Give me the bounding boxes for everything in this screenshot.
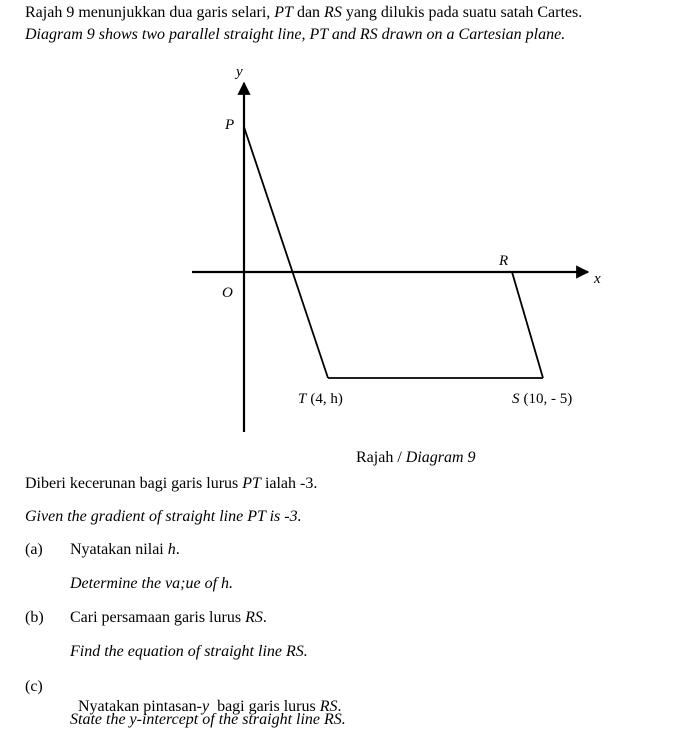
- point-p-label: P: [225, 117, 235, 133]
- intro-malay-text-1: Rajah 9 menunjukkan dua garis selari,: [25, 4, 275, 21]
- line-rs: [512, 272, 543, 378]
- given-malay-text-2: ialah -3.: [260, 475, 318, 492]
- given-malay: [25, 474, 317, 494]
- point-r-label: R: [499, 253, 509, 269]
- question-c-label: [25, 677, 43, 697]
- question-a-malay-text-2: .: [175, 541, 180, 558]
- question-c-malay-text-1: Nyatakan pintasan-: [78, 698, 202, 715]
- question-a-label: [25, 540, 43, 560]
- intro-malay-pt: PT: [274, 4, 293, 21]
- question-a-malay: [70, 540, 180, 560]
- question-c-malay-rs: RS: [319, 698, 338, 715]
- question-b-malay-rs: RS: [245, 609, 263, 626]
- caption-english: Diagram 9: [405, 449, 476, 466]
- diagram-caption: [356, 448, 476, 468]
- intro-english: Diagram 9 shows two parallel straight line, PT and RS drawn on a Cartesian plane.: [25, 26, 566, 43]
- question-a-english: Determine the va;ue of h.: [70, 575, 234, 592]
- intro-malay-text-3: yang dilukis pada suatu satah Cartes.: [341, 4, 583, 21]
- question-a-malay-h: h: [167, 541, 176, 558]
- given-english: Given the gradient of straight line PT is -3.: [25, 508, 302, 525]
- point-t-coords: (4, h): [310, 391, 343, 407]
- point-s-name: S: [512, 391, 520, 407]
- question-c-malay-text-2: bagi garis lurus: [209, 698, 320, 715]
- given-malay-text-1: Diberi kecerunan bagi garis lurus: [25, 475, 243, 492]
- question-a-label-text: (a): [25, 541, 43, 558]
- point-t-name: T: [298, 391, 307, 407]
- x-axis-label: x: [594, 271, 601, 287]
- point-s-coords: (10, - 5): [523, 391, 573, 407]
- question-a-malay-text-1: Nyatakan nilai: [70, 541, 168, 558]
- question-b-english: Find the equation of straight line RS.: [70, 643, 308, 660]
- question-c-malay-text-3: .: [337, 698, 342, 715]
- y-axis-label: y: [236, 64, 243, 80]
- point-t-label: [298, 391, 343, 407]
- caption-malay: Rajah /: [356, 449, 406, 466]
- question-b-label: [25, 608, 44, 628]
- question-b-malay: [70, 608, 267, 628]
- question-c-english: State the y-intercept of the straight line RS.: [70, 711, 346, 728]
- question-b-label-text: (b): [25, 609, 44, 626]
- question-b-malay-text-2: .: [262, 609, 267, 626]
- point-s-label: [512, 391, 572, 407]
- line-pt: [244, 127, 328, 378]
- question-b-malay-text-1: Cari persamaan garis lurus: [70, 609, 246, 626]
- intro-malay-rs: RS: [324, 4, 342, 21]
- origin-label: O: [222, 285, 233, 301]
- question-c-malay-y: y: [201, 698, 210, 715]
- given-malay-pt: PT: [242, 475, 261, 492]
- question-c-label-text: (c): [25, 678, 43, 695]
- intro-malay-text-2: dan: [292, 4, 325, 21]
